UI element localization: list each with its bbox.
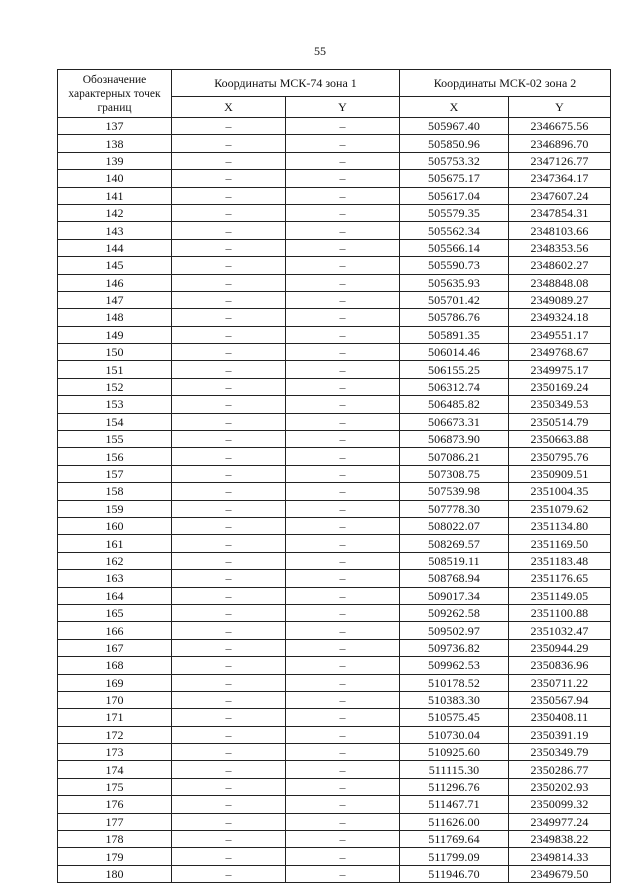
msk74-x-cell: – — [172, 552, 286, 569]
msk02-y-cell: 2350711.22 — [509, 674, 611, 691]
table-row — [58, 622, 611, 639]
msk02-y-cell: 2349551.17 — [509, 326, 611, 343]
point-number-cell: 156 — [58, 448, 172, 465]
msk74-y-cell: – — [286, 744, 400, 761]
point-number-cell: 138 — [58, 135, 172, 152]
msk74-y-cell: – — [286, 517, 400, 534]
table-row — [58, 222, 611, 239]
msk74-y-cell: – — [286, 657, 400, 674]
msk02-x-cell: 505590.73 — [400, 257, 509, 274]
msk74-y-cell: – — [286, 152, 400, 169]
msk02-y-cell: 2350169.24 — [509, 378, 611, 395]
msk74-x-cell: – — [172, 291, 286, 308]
point-number-cell: 165 — [58, 604, 172, 621]
msk74-x-cell: – — [172, 152, 286, 169]
point-number-cell: 172 — [58, 726, 172, 743]
msk02-x-cell: 505579.35 — [400, 204, 509, 221]
point-number-cell: 170 — [58, 691, 172, 708]
table-row — [58, 187, 611, 204]
msk02-y-cell: 2349324.18 — [509, 309, 611, 326]
msk02-y-cell: 2351032.47 — [509, 622, 611, 639]
msk02-y-cell: 2349975.17 — [509, 361, 611, 378]
msk74-x-cell: – — [172, 622, 286, 639]
msk74-y-cell: – — [286, 639, 400, 656]
table-row — [58, 865, 611, 882]
point-number-cell: 155 — [58, 431, 172, 448]
msk74-y-cell: – — [286, 831, 400, 848]
point-number-cell: 153 — [58, 396, 172, 413]
point-number-cell: 151 — [58, 361, 172, 378]
msk74-x-cell: – — [172, 465, 286, 482]
point-number-cell: 167 — [58, 639, 172, 656]
table-row — [58, 709, 611, 726]
table-row — [58, 639, 611, 656]
point-number-cell: 157 — [58, 465, 172, 482]
point-number-cell: 178 — [58, 831, 172, 848]
msk02-y-cell: 2346675.56 — [509, 118, 611, 135]
header-msk02: Координаты МСК-02 зона 2 — [400, 70, 611, 97]
header-msk02-x: X — [400, 97, 509, 118]
msk74-x-cell: – — [172, 170, 286, 187]
msk02-y-cell: 2349679.50 — [509, 865, 611, 882]
table-row — [58, 570, 611, 587]
table-row — [58, 796, 611, 813]
msk74-x-cell: – — [172, 726, 286, 743]
msk02-y-cell: 2348848.08 — [509, 274, 611, 291]
msk02-y-cell: 2347607.24 — [509, 187, 611, 204]
msk02-x-cell: 505562.34 — [400, 222, 509, 239]
msk74-x-cell: – — [172, 831, 286, 848]
msk02-y-cell: 2350349.79 — [509, 744, 611, 761]
msk02-x-cell: 508519.11 — [400, 552, 509, 569]
msk74-x-cell: – — [172, 674, 286, 691]
msk02-y-cell: 2348602.27 — [509, 257, 611, 274]
table-row — [58, 344, 611, 361]
msk02-y-cell: 2350567.94 — [509, 691, 611, 708]
msk02-y-cell: 2349089.27 — [509, 291, 611, 308]
msk74-y-cell: – — [286, 778, 400, 795]
msk74-y-cell: – — [286, 187, 400, 204]
table-row — [58, 326, 611, 343]
table-row — [58, 309, 611, 326]
msk74-y-cell: – — [286, 622, 400, 639]
msk02-x-cell: 508269.57 — [400, 535, 509, 552]
msk74-y-cell: – — [286, 848, 400, 865]
msk02-y-cell: 2349838.22 — [509, 831, 611, 848]
point-number-cell: 162 — [58, 552, 172, 569]
msk74-y-cell: – — [286, 761, 400, 778]
msk02-x-cell: 505891.35 — [400, 326, 509, 343]
table-row — [58, 465, 611, 482]
msk74-x-cell: – — [172, 517, 286, 534]
table-row — [58, 413, 611, 430]
msk02-x-cell: 507308.75 — [400, 465, 509, 482]
msk02-x-cell: 506312.74 — [400, 378, 509, 395]
msk74-x-cell: – — [172, 639, 286, 656]
msk02-x-cell: 505753.32 — [400, 152, 509, 169]
msk74-x-cell: – — [172, 257, 286, 274]
msk74-x-cell: – — [172, 570, 286, 587]
msk02-x-cell: 511626.00 — [400, 813, 509, 830]
msk74-y-cell: – — [286, 118, 400, 135]
msk74-y-cell: – — [286, 674, 400, 691]
msk74-y-cell: – — [286, 813, 400, 830]
point-number-cell: 144 — [58, 239, 172, 256]
point-number-cell: 152 — [58, 378, 172, 395]
msk74-y-cell: – — [286, 465, 400, 482]
point-number-cell: 179 — [58, 848, 172, 865]
msk02-y-cell: 2350944.29 — [509, 639, 611, 656]
msk02-y-cell: 2351004.35 — [509, 483, 611, 500]
msk02-x-cell: 506485.82 — [400, 396, 509, 413]
msk74-y-cell: – — [286, 709, 400, 726]
table-body — [58, 118, 611, 883]
msk02-x-cell: 511115.30 — [400, 761, 509, 778]
msk74-x-cell: – — [172, 222, 286, 239]
msk02-y-cell: 2348103.66 — [509, 222, 611, 239]
msk02-x-cell: 506673.31 — [400, 413, 509, 430]
msk02-y-cell: 2350795.76 — [509, 448, 611, 465]
point-number-cell: 168 — [58, 657, 172, 674]
point-number-cell: 173 — [58, 744, 172, 761]
msk74-x-cell: – — [172, 344, 286, 361]
msk02-x-cell: 506155.25 — [400, 361, 509, 378]
msk02-x-cell: 510575.45 — [400, 709, 509, 726]
point-number-cell: 154 — [58, 413, 172, 430]
msk02-y-cell: 2351134.80 — [509, 517, 611, 534]
msk02-x-cell: 506014.46 — [400, 344, 509, 361]
msk02-y-cell: 2346896.70 — [509, 135, 611, 152]
msk74-x-cell: – — [172, 865, 286, 882]
msk02-x-cell: 507086.21 — [400, 448, 509, 465]
msk74-x-cell: – — [172, 744, 286, 761]
msk02-x-cell: 508768.94 — [400, 570, 509, 587]
table-row — [58, 170, 611, 187]
table-row — [58, 813, 611, 830]
point-number-cell: 176 — [58, 796, 172, 813]
point-number-cell: 146 — [58, 274, 172, 291]
table-row — [58, 517, 611, 534]
msk02-x-cell: 509017.34 — [400, 587, 509, 604]
msk74-y-cell: – — [286, 431, 400, 448]
table-row — [58, 778, 611, 795]
msk02-y-cell: 2349768.67 — [509, 344, 611, 361]
msk74-x-cell: – — [172, 761, 286, 778]
msk02-y-cell: 2351100.88 — [509, 604, 611, 621]
msk02-y-cell: 2347364.17 — [509, 170, 611, 187]
point-number-cell: 158 — [58, 483, 172, 500]
point-number-cell: 140 — [58, 170, 172, 187]
msk74-x-cell: – — [172, 587, 286, 604]
point-number-cell: 174 — [58, 761, 172, 778]
msk02-y-cell: 2351079.62 — [509, 500, 611, 517]
msk02-x-cell: 511946.70 — [400, 865, 509, 882]
header-msk02-y: Y — [509, 97, 611, 118]
header-msk74-x: X — [172, 97, 286, 118]
msk02-x-cell: 509962.53 — [400, 657, 509, 674]
msk74-x-cell: – — [172, 657, 286, 674]
msk74-x-cell: – — [172, 396, 286, 413]
point-number-cell: 137 — [58, 118, 172, 135]
point-number-cell: 160 — [58, 517, 172, 534]
msk02-x-cell: 511799.09 — [400, 848, 509, 865]
msk02-x-cell: 505617.04 — [400, 187, 509, 204]
msk74-y-cell: – — [286, 865, 400, 882]
table-row — [58, 761, 611, 778]
msk02-x-cell: 505701.42 — [400, 291, 509, 308]
msk74-x-cell: – — [172, 431, 286, 448]
point-number-cell: 159 — [58, 500, 172, 517]
table-row — [58, 118, 611, 135]
msk74-x-cell: – — [172, 448, 286, 465]
header-msk74-y: Y — [286, 97, 400, 118]
msk02-x-cell: 505786.76 — [400, 309, 509, 326]
msk02-y-cell: 2350514.79 — [509, 413, 611, 430]
table-row — [58, 726, 611, 743]
msk02-x-cell: 505675.17 — [400, 170, 509, 187]
msk74-y-cell: – — [286, 691, 400, 708]
msk02-x-cell: 505850.96 — [400, 135, 509, 152]
msk02-y-cell: 2350202.93 — [509, 778, 611, 795]
msk02-y-cell: 2347126.77 — [509, 152, 611, 169]
msk74-y-cell: – — [286, 796, 400, 813]
point-number-cell: 163 — [58, 570, 172, 587]
table-row — [58, 535, 611, 552]
point-number-cell: 164 — [58, 587, 172, 604]
msk74-y-cell: – — [286, 309, 400, 326]
msk02-y-cell: 2350099.32 — [509, 796, 611, 813]
table-row — [58, 239, 611, 256]
msk74-y-cell: – — [286, 448, 400, 465]
msk02-y-cell: 2350408.11 — [509, 709, 611, 726]
table-row — [58, 274, 611, 291]
msk74-y-cell: – — [286, 726, 400, 743]
header-msk74: Координаты МСК-74 зона 1 — [172, 70, 400, 97]
msk74-y-cell: – — [286, 413, 400, 430]
msk74-x-cell: – — [172, 239, 286, 256]
table-row — [58, 848, 611, 865]
msk74-y-cell: – — [286, 535, 400, 552]
msk74-y-cell: – — [286, 222, 400, 239]
msk02-y-cell: 2347854.31 — [509, 204, 611, 221]
table-row — [58, 552, 611, 569]
msk74-x-cell: – — [172, 274, 286, 291]
table-row — [58, 587, 611, 604]
msk74-y-cell: – — [286, 378, 400, 395]
msk02-x-cell: 505635.93 — [400, 274, 509, 291]
msk74-y-cell: – — [286, 570, 400, 587]
msk02-y-cell: 2351183.48 — [509, 552, 611, 569]
table-row — [58, 604, 611, 621]
msk74-x-cell: – — [172, 118, 286, 135]
table-row — [58, 744, 611, 761]
msk02-y-cell: 2348353.56 — [509, 239, 611, 256]
msk02-x-cell: 507778.30 — [400, 500, 509, 517]
table-row — [58, 152, 611, 169]
msk02-x-cell: 507539.98 — [400, 483, 509, 500]
point-number-cell: 142 — [58, 204, 172, 221]
point-number-cell: 141 — [58, 187, 172, 204]
msk74-x-cell: – — [172, 535, 286, 552]
msk74-y-cell: – — [286, 361, 400, 378]
point-number-cell: 147 — [58, 291, 172, 308]
point-number-cell: 169 — [58, 674, 172, 691]
msk02-x-cell: 510178.52 — [400, 674, 509, 691]
table-row — [58, 674, 611, 691]
msk02-x-cell: 510383.30 — [400, 691, 509, 708]
msk02-x-cell: 505566.14 — [400, 239, 509, 256]
table-row — [58, 831, 611, 848]
header-point-designation: Обозначение характерных точек границ — [58, 70, 172, 118]
point-number-cell: 139 — [58, 152, 172, 169]
point-number-cell: 148 — [58, 309, 172, 326]
coordinates-table — [57, 69, 611, 883]
msk02-y-cell: 2350349.53 — [509, 396, 611, 413]
msk74-y-cell: – — [286, 257, 400, 274]
msk74-x-cell: – — [172, 483, 286, 500]
msk74-y-cell: – — [286, 326, 400, 343]
msk02-x-cell: 511296.76 — [400, 778, 509, 795]
point-number-cell: 180 — [58, 865, 172, 882]
point-number-cell: 150 — [58, 344, 172, 361]
msk02-y-cell: 2351176.65 — [509, 570, 611, 587]
msk74-x-cell: – — [172, 187, 286, 204]
msk02-x-cell: 510730.04 — [400, 726, 509, 743]
msk74-y-cell: – — [286, 483, 400, 500]
table-row — [58, 396, 611, 413]
table-row — [58, 257, 611, 274]
msk74-x-cell: – — [172, 204, 286, 221]
msk02-y-cell: 2351149.05 — [509, 587, 611, 604]
msk74-x-cell: – — [172, 709, 286, 726]
msk74-y-cell: – — [286, 396, 400, 413]
msk74-x-cell: – — [172, 413, 286, 430]
point-number-cell: 175 — [58, 778, 172, 795]
msk02-x-cell: 508022.07 — [400, 517, 509, 534]
msk02-x-cell: 505967.40 — [400, 118, 509, 135]
point-number-cell: 149 — [58, 326, 172, 343]
msk74-y-cell: – — [286, 291, 400, 308]
msk74-x-cell: – — [172, 326, 286, 343]
table-row — [58, 378, 611, 395]
table-row — [58, 204, 611, 221]
msk02-y-cell: 2350909.51 — [509, 465, 611, 482]
msk02-x-cell: 511769.64 — [400, 831, 509, 848]
msk02-x-cell: 510925.60 — [400, 744, 509, 761]
msk02-y-cell: 2350391.19 — [509, 726, 611, 743]
msk74-y-cell: – — [286, 204, 400, 221]
msk02-x-cell: 509262.58 — [400, 604, 509, 621]
point-number-cell: 171 — [58, 709, 172, 726]
point-number-cell: 177 — [58, 813, 172, 830]
table-row — [58, 483, 611, 500]
msk02-x-cell: 511467.71 — [400, 796, 509, 813]
msk74-y-cell: – — [286, 604, 400, 621]
msk74-y-cell: – — [286, 552, 400, 569]
table-row — [58, 361, 611, 378]
msk02-x-cell: 509736.82 — [400, 639, 509, 656]
table-row — [58, 657, 611, 674]
msk74-y-cell: – — [286, 344, 400, 361]
msk74-x-cell: – — [172, 691, 286, 708]
msk74-x-cell: – — [172, 135, 286, 152]
msk02-x-cell: 506873.90 — [400, 431, 509, 448]
msk02-y-cell: 2350836.96 — [509, 657, 611, 674]
table-row — [58, 431, 611, 448]
msk74-x-cell: – — [172, 500, 286, 517]
msk74-y-cell: – — [286, 135, 400, 152]
point-number-cell: 161 — [58, 535, 172, 552]
msk74-x-cell: – — [172, 778, 286, 795]
msk74-x-cell: – — [172, 378, 286, 395]
msk02-y-cell: 2349977.24 — [509, 813, 611, 830]
table-row — [58, 135, 611, 152]
page-number: 55 — [314, 44, 326, 58]
msk74-x-cell: – — [172, 813, 286, 830]
msk02-x-cell: 509502.97 — [400, 622, 509, 639]
table-row — [58, 500, 611, 517]
msk74-y-cell: – — [286, 274, 400, 291]
msk74-y-cell: – — [286, 587, 400, 604]
table-row — [58, 448, 611, 465]
msk02-y-cell: 2350286.77 — [509, 761, 611, 778]
msk02-y-cell: 2349814.33 — [509, 848, 611, 865]
msk74-x-cell: – — [172, 796, 286, 813]
msk74-x-cell: – — [172, 848, 286, 865]
msk02-y-cell: 2351169.50 — [509, 535, 611, 552]
table-row — [58, 691, 611, 708]
point-number-cell: 143 — [58, 222, 172, 239]
table-row — [58, 291, 611, 308]
point-number-cell: 145 — [58, 257, 172, 274]
msk02-y-cell: 2350663.88 — [509, 431, 611, 448]
msk74-x-cell: – — [172, 309, 286, 326]
msk74-x-cell: – — [172, 604, 286, 621]
msk74-y-cell: – — [286, 239, 400, 256]
msk74-x-cell: – — [172, 361, 286, 378]
msk74-y-cell: – — [286, 500, 400, 517]
msk74-y-cell: – — [286, 170, 400, 187]
point-number-cell: 166 — [58, 622, 172, 639]
